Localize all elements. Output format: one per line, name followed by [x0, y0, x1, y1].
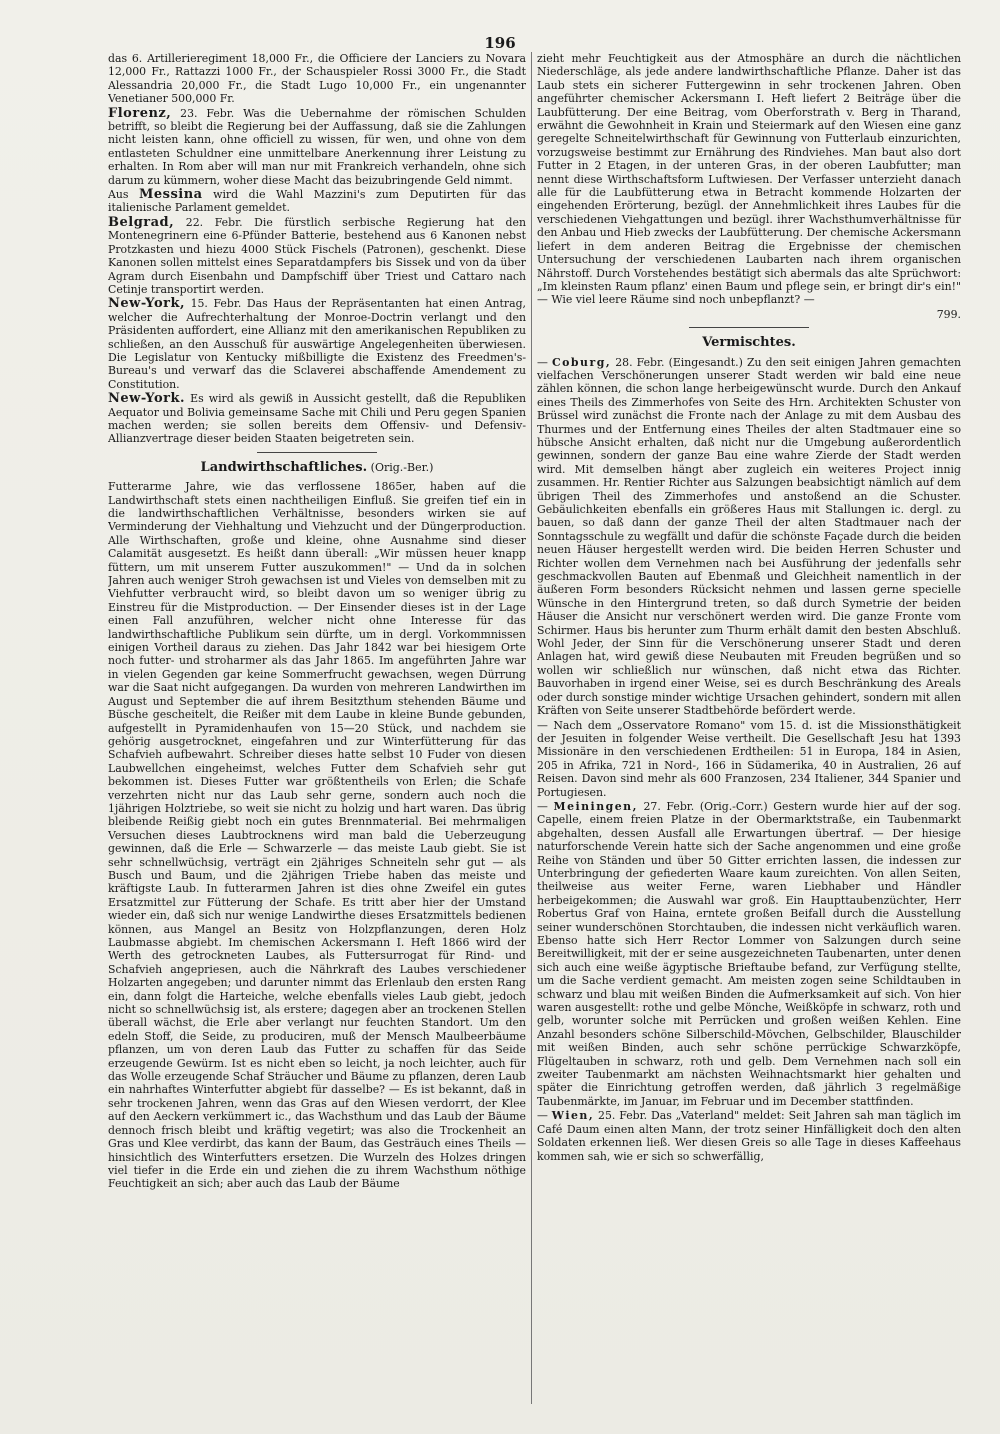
- section-divider: [689, 327, 809, 328]
- news-item-missions: — Nach dem „Osservatore Romano" vom 15. d. ist die Missionsthätigkeit der Jesuiten in folgender Weise vertheilt. Die Gesellschaft Jesu hat 1393 Missionäre in den verschiedenen Erdtheilen: 51 in Europa, 184 in Asien, 205 in Afrika, 721 in Nord-, 166 in Südamerika, 40 in Australien, 26 auf Reisen. Davon sind mehr als 600 Franzosen, 234 Italiener, 344 Spanier und Portugiesen.: [537, 718, 961, 799]
- news-text-florenz: 23. Febr. Was die Uebernahme der römischen Schulden betrifft, so bleibt die Regierung bei der Auffassung, daß sie die Zahlungen nicht leisten kann, ohne officiell zu wissen, für wen, und ohne von dem entlasteten Schuldner eine unmittelbare Anerkennung ihrer Leistung zu erhalten. In Rom aber will man nur mit Frankreich verhandeln, ohne sich darum zu kümmern, woher diese Macht das beizubringende Geld nimmt.: [108, 106, 526, 187]
- section-title: Landwirthschaftliches.: [200, 459, 368, 475]
- messina-prefix: Aus: [108, 188, 139, 202]
- coburg-prefix: —: [537, 355, 552, 369]
- news-item-florenz: [108, 107, 526, 187]
- news-item-wien: [537, 1109, 961, 1163]
- news-item-messina: [108, 188, 526, 215]
- section-divider: [257, 452, 377, 453]
- dateline-newyork-1: New-York,: [108, 296, 186, 312]
- news-item-newyork-1: [108, 297, 526, 391]
- news-text-messina: wird die Wahl Mazzini's zum Deputirten für das italienische Parlament gemeldet.: [108, 188, 526, 215]
- section-subtitle: (Orig.-Ber.): [367, 460, 434, 474]
- section-heading-vermischtes: Vermischtes.: [702, 335, 796, 351]
- news-text-newyork-1: 15. Febr. Das Haus der Repräsentanten hat einen Antrag, welcher die Aufrechterhaltung der Monroe-Doctrin verlangt und den Präsidenten auffordert, eine Allianz mit den amerikanischen Republiken zu schließen, an den Ausschuß für auswärtige Angelegenheiten überwiesen. Die Legislatur von Kentucky mißbilligte die Existenz des Freedmen's-Bureau's und verwarf das die Sclaverei abschaffende Amendement zu Constitution.: [108, 297, 526, 391]
- paragraph-italy-donations: das 6. Artillerieregiment 18,000 Fr., die Officiere der Lanciers zu Novara 12,000 Fr., Rattazzi 1000 Fr., der Schauspieler Rossi 3000 Fr., die Stadt Alessandria 20,000 Fr., die Stadt Lugo 10,000 Fr., ein ungenannter Venetianer 500,000 Fr.: [108, 52, 526, 106]
- news-item-coburg: [537, 356, 961, 718]
- news-text-wien: 25. Febr. Das „Vaterland" meldet: Seit Jahren sah man täglich im Café Daum einen alten Mann, der trotz seiner Hinfälligkeit doch den alten Soldaten erkennen ließ. Wer diesen Greis so alle Tage in dieses Kaffeehaus kommen sah, wie er sich so schwerfällig,: [537, 1109, 961, 1163]
- dateline-messina: Messina: [138, 187, 203, 203]
- article-agriculture-continued: zieht mehr Feuchtigkeit aus der Atmosphäre an durch die nächtlichen Niederschläge, als jede andere landwirthschaftliche Pflanze. Daher ist das Laub stets ein sicherer Futtergewinn in sehr trockenen Jahren. Oben angeführter chemischer Ackersmann I. Heft liefert 2 Beiträge über die Laubfütterung. Der eine Beitrag, vom Oberforstrath v. Berg in Tharand, erwähnt die Gewohnheit in Krain und Steiermark auf den Wiesen eine ganz geregelte Schneitelwirthschaft für Gewinnung von Futterlaub einzurichten, vorzugsweise bestimmt zur Ernährung des Rindviehes. Man baut also dort Futter in 2 Etagen, in der unteren Gras, in der oberen Laubfutter; man nennt diese Wirthschaftsform Luftwiesen. Der Verfasser unterzieht danach alle für die Laubfütterung etwa in Betracht kommende Holzarten der eingehenden Erörterung, bezügl. der Annehmlichkeit ihres Laubes für die verschiedenen Viehgattungen und bezügl. ihrer Wachsthumverhältnisse für den Anbau und Hieb zwecks der Laubfütterung. Der chemische Ackersmann liefert in dem anderen Beitrag die Ergebnisse der chemischen Untersuchung der verschiedenen Laubarten nach ihrem organischen Nährstoff. Durch Vorstehendes bestätigt sich abermals das alte Sprüchwort: „Im kleinsten Raum pflanz' einen Baum und pflege sein, er bringt dir's ein!" — Wie viel leere Räume sind noch unbepflanzt? —: [537, 52, 961, 307]
- page-number: 196: [484, 34, 516, 52]
- dateline-coburg: Coburg,: [552, 355, 612, 369]
- dateline-florenz: Florenz,: [108, 105, 172, 121]
- section-heading-landwirthschaftliches: [108, 461, 526, 474]
- meiningen-prefix: —: [537, 799, 554, 813]
- article-signature: 799.: [936, 307, 961, 321]
- dateline-belgrad: Belgrad,: [108, 214, 175, 230]
- left-column: [108, 52, 526, 1414]
- news-item-meiningen: [537, 800, 961, 1108]
- news-text-coburg: 28. Febr. (Eingesandt.) Zu den seit einigen Jahren gemachten vielfachen Verschönerungen unserer Stadt werden wir bald eine neue zählen können, die schon lange herbeigewünscht wurde. Durch den Ankauf eines Theils des Zimmerhofes von Seite des Hrn. Architekten Schuster von Brüssel wird zunächst die Fronte nach der Anlage zu mit dem Ausbau des Thurmes und der Entfernung eines Theiles der alten Stadtmauer eine so hübsche Ansicht erhalten, daß nicht nur die Umgebung außerordentlich gewinnen, sondern der ganze Bau eine wahre Zierde der Stadt werden wird. Mit demselben hängt aber zugleich ein weiteres Project innig zusammen. Hr. Rentier Richter aus Salzungen beabsichtigt nämlich auf dem übrigen Theil des Zimmerhofes und anstoßend an die Schuster. Gebäulichkeiten ebenfalls ein größeres Haus mit Stallungen ic. dergl. zu bauen, so daß dann der ganze Theil der alten Stadtmauer nach der Sonntagsschule zu wegfällt und dafür die schönste Façade durch die beiden neuen Häuser hergestellt werden wird. Die beiden Herren Schuster und Richter wollen dem Vernehmen nach bei Ausführung der jedenfalls sehr geschmackvollen Bauten auf Ebenmaß und Gleichheit namentlich in der äußeren Form besonders Rücksicht nehmen und lassen gerne specielle Wünsche in den Hintergrund treten, so daß durch Symetrie der beiden Häuser die Ansicht nur verschönert werden wird. Die ganze Fronte vom Schirmer. Haus bis herunter zum Thurm erhält damit den besten Abschluß. Wohl Jeder, der Sinn für die Verschönerung unserer Stadt und deren Anlagen hat, wird gewiß diese Neubauten mit Freuden begrüßen und so wollen wir schließlich nur wünschen, daß nicht etwa das Richter. Bauvorhaben in irgend einer Weise, sei es durch Beschränkung des Areals oder durch sonstige minder wichtige Ursachen gehindert, sondern mit allen Kräften von Seite unserer Stadtbehörde befördert werde.: [537, 355, 961, 718]
- dateline-wien: Wien,: [551, 1109, 595, 1123]
- news-item-newyork-2: [108, 392, 526, 446]
- news-text-meiningen: 27. Febr. (Orig.-Corr.) Gestern wurde hier auf der sog. Capelle, einem freien Platze in der Obermarktstraße, ein Taubenmarkt abgehalten, dessen Ausfall alle Erwartungen übertraf. — Der hiesige naturforschende Verein hatte sich der Sache angenommen und eine große Reihe von Ständen und über 50 Gitter errichten lassen, die indessen zur Unterbringung der gefiederten Waare kaum zureichten. Von allen Seiten, theilweise aus weiter Ferne, waren Liebhaber und Händler herbeigekommen; die Auswahl war groß. Ein Haupttaubenzüchter, Herr Robertus Graf von Haina, erntete großen Beifall durch die Ausstellung seiner wunderschönen Storchtauben, die indessen nicht verkäuflich waren. Ebenso hatte sich Herr Rector Lommer von Salzungen durch seine Bereitwilligkeit, mit der er seine ausgezeichneten Taubenarten, unter denen sich auch eine weiße ägyptische Brieftaube befand, zur Verfügung stellte, um die Sache verdient gemacht. Am meisten zogen seine Schildtauben in schwarz und blau mit weißen Binden die Aufmerksamkeit auf sich. Von hier waren ausgestellt: rothe und gelbe Mönche, Weißköpfe in schwarz, roth und gelb, worunter solche mit Perrücken und großen weißen Kehlen. Eine Anzahl besonders schöne Silberschild-Mövchen, Gelbschilder, Blauschilder mit weißen Binden, auch sehr schöne perrückige Schwarzköpfe, Flügeltauben in schwarz, roth und gelb. Dem Vernehmen nach soll ein zweiter Taubenmarkt am nächsten Weihnachtsmarkt hier gehalten und später die Einrichtung getroffen werden, daß jährlich 3 regelmäßige Taubenmärkte, im Januar, im Februar und im December stattfinden.: [537, 799, 961, 1108]
- right-column: [537, 52, 961, 1414]
- dateline-newyork-2: New-York.: [108, 391, 186, 407]
- dateline-meiningen: Meiningen,: [553, 799, 638, 813]
- news-text-newyork-2: Es wird als gewiß in Aussicht gestellt, daß die Republiken Aequator und Bolivia gemeinsame Sache mit Chili und Peru gegen Spanien machen werden; sie sollen bereits dem Offensiv- und Defensiv-Allianzvertrage dieser beiden Staaten beigetreten sein.: [108, 392, 526, 446]
- news-text-belgrad: 22. Febr. Die fürstlich serbische Regierung hat den Montenegrinern eine 6-Pfünder Batterie, bestehend aus 6 Kanonen nebst Protzkasten und hiezu 4000 Stück Fischels (Patronen), geschenkt. Diese Kanonen sollen mittelst eines Separatdampfers bis Sissek und von da über Agram durch Eisenbahn und Dampfschiff über Triest und Cattaro nach Cetinje transportirt werden.: [108, 215, 526, 296]
- article-agriculture-body: Futterarme Jahre, wie das verflossene 1865er, haben auf die Landwirthschaft stets einen nachtheiligen Einfluß. Sie greifen tief ein in die landwirthschaftlichen Verhältnisse, besonders wirken sie auf Verminderung der Viehhaltung und Viehzucht und der Düngerproduction. Alle Wirthschaften, große und kleine, ohne Ausnahme sind dieser Calamität ausgesetzt. Es heißt dann überall: „Wir müssen heuer knapp füttern, um mit unserem Futter auszukommen!" — Und da in solchen Jahren auch weniger Stroh gewachsen ist und Vieles von demselben mit zu Viehfutter verbraucht wird, so bleibt davon um so weniger übrig zu Einstreu für die Mistproduction. — Der Einsender dieses ist in der Lage einen Fall anzuführen, welcher nicht ohne Interesse für das landwirthschaftliche Publikum sein dürfte, um in dergl. Vorkommnissen einigen Vortheil daraus zu ziehen. Das Jahr 1842 war bei hiesigem Orte noch futter- und stroharmer als das Jahr 1865. Im angeführten Jahre war in vielen Gegenden gar keine Sommerfrucht gewachsen, wegen Dürrung war die Saat nicht aufgegangen. Da wurden von mehreren Landwirthen im August und September die auf ihrem Besitzthum stehenden Bäume und Büsche gescheitelt, die Reißer mit dem Laube in kleine Bunde gebunden, aufgestellt in Pyramidenhaufen von 15—20 Stück, und nachdem sie gehörig ausgetrocknet, eingefahren und zur Winterfütterung für das Schafvieh aufbewahrt. Schreiber dieses hatte selbst 10 Fuder von diesen Laubwellchen eingeheimst, welches Futter dem Schafvieh sehr gut bekommen ist. Dieses Futter war größtentheils von Erlen; die Schafe verzehrten nicht nur das Laub sehr gerne, sondern auch noch die 1jährigen Holztriebe, so weit sie nicht zu holzig und hart waren. Das übrig bleibende Reißig giebt noch ein gutes Brennmaterial. Bei mehrmaligen Versuchen dieses Laubtrocknens wird man bald die Ueberzeugung gewinnen, daß die Erle — Schwarzerle — das meiste Laub giebt. Sie ist sehr schnellwüchsig, verträgt ein 2jähriges Schneiteln sehr gut — als Busch und Baum, und die 2jährigen Triebe haben das meiste und kräftigste Laub. In futterarmen Jahren ist dies ohne Zweifel ein gutes Ersatzmittel zur Fütterung der Schafe. Es tritt aber hier der Umstand wieder ein, daß sich nur wenige Landwirthe dieses Ersatzmittels bedienen können, aus Mangel an Besitz von Holzpflanzungen, deren Holz Laubmasse abgiebt. Im chemischen Ackersmann I. Heft 1866 wird der Werth des getrockneten Laubes, als Futtersurrogat für Rind- und Schafvieh angepriesen, auch die Nährkraft des Laubes verschiedener Holzarten angegeben; und darunter nimmt das Erlenlaub den ersten Rang ein, dann folgt die Harteiche, welche ebenfalls vieles Laub giebt, jedoch nicht so schnellwüchsig ist, als erstere; dagegen aber an trockenen Stellen überall wächst, die Erle aber verlangt nur feuchten Standort. Um den edeln Stoff, die Seide, zu produciren, muß der Mensch Maulbeerbäume pflanzen, um von deren Laub das Futter zu schaffen für das Seide erzeugende Gewürm. Ist es nicht eben so leicht, ja noch leichter, auch für das Wolle erzeugende Schaf Sträucher und Bäume zu pflanzen, deren Laub ein nahrhaftes Winterfutter abgiebt für dasselbe? — Es ist bekannt, daß in sehr trockenen Jahren, wenn das Gras auf den Wiesen verdorrt, der Klee auf den Aeckern verkümmert ic., das Wachsthum und das Laub der Bäume dennoch frisch bleibt und kräftig vegetirt; was also die Trockenheit an Gras und Klee verdirbt, das kann der Baum, das Gesträuch eines Theils — hinsichtlich des Winterfutters ersetzen. Die Wurzeln des Holzes dringen viel tiefer in die Erde ein und ziehen die zu ihrem Wachsthum nöthige Feuchtigkeit an sich; aber auch das Laub der Bäume: [108, 480, 526, 1191]
- wien-prefix: —: [537, 1109, 552, 1123]
- news-item-belgrad: [108, 216, 526, 296]
- column-divider: [531, 52, 532, 1404]
